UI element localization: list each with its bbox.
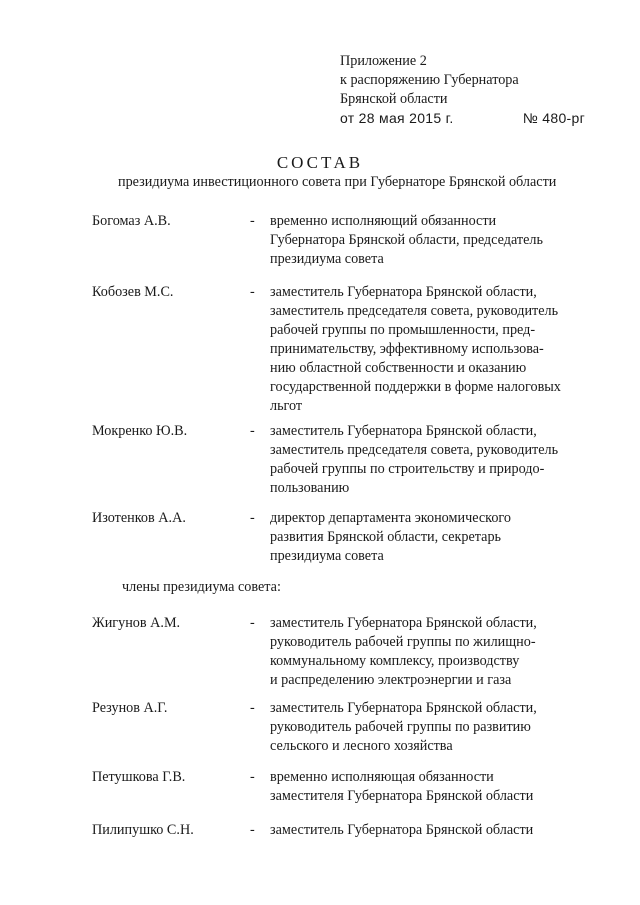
- member-role: [270, 821, 610, 840]
- role-line: государственной поддержки в форме налоговых: [270, 379, 561, 395]
- appendix-label: Приложение 2: [340, 53, 427, 69]
- role-line: заместитель Губернатора Брянской области,: [270, 615, 537, 631]
- role-line: развития Брянской области, секретарь: [270, 529, 502, 545]
- separator-dash: -: [250, 769, 255, 785]
- role-line: сельского и лесного хозяйства: [270, 738, 453, 754]
- role-line: коммунальному комплексу, производству: [270, 653, 520, 669]
- member-role: [270, 283, 610, 416]
- separator-dash: -: [250, 700, 255, 716]
- member-role: [270, 699, 610, 756]
- role-line: заместитель Губернатора Брянской области: [270, 822, 534, 838]
- member-role: [270, 509, 610, 566]
- role-line: Губернатора Брянской области, председатель: [270, 232, 543, 248]
- role-line: руководитель рабочей группы по жилищно-: [270, 634, 536, 650]
- appendix-order-ref: к распоряжению Губернатора: [340, 72, 519, 88]
- order-date: от 28 мая 2015 г.: [340, 110, 454, 126]
- appendix-region: Брянской области: [340, 91, 448, 107]
- member-role: [270, 614, 610, 690]
- role-line: временно исполняющий обязанности: [270, 213, 497, 229]
- role-line: заместитель председателя совета, руководитель: [270, 442, 559, 458]
- role-line: принимательству, эффективному использова-: [270, 341, 544, 357]
- member-role: [270, 212, 610, 269]
- appendix-date-row: [340, 109, 585, 128]
- role-line: директор департамента экономического: [270, 510, 511, 526]
- members-heading: члены президиума совета:: [122, 579, 281, 595]
- role-line: льгот: [270, 398, 303, 414]
- member-role: [270, 768, 610, 806]
- separator-dash: -: [250, 423, 255, 439]
- separator-dash: -: [250, 213, 255, 229]
- order-number: № 480-рг: [522, 110, 585, 126]
- role-line: рабочей группы по строительству и природо-: [270, 461, 545, 477]
- member-name: Мокренко Ю.В.: [92, 423, 188, 439]
- separator-dash: -: [250, 615, 255, 631]
- role-line: заместитель Губернатора Брянской области,: [270, 700, 537, 716]
- document-subtitle: президиума инвестиционного совета при Губернаторе Брянской области: [118, 174, 557, 190]
- role-line: президиума совета: [270, 548, 384, 564]
- role-line: заместитель Губернатора Брянской области,: [270, 423, 537, 439]
- role-line: пользованию: [270, 480, 350, 496]
- member-name: Петушкова Г.В.: [92, 769, 186, 785]
- role-line: временно исполняющая обязанности: [270, 769, 494, 785]
- member-name: Резунов А.Г.: [92, 700, 168, 716]
- separator-dash: -: [250, 822, 255, 838]
- appendix-block: [340, 52, 610, 128]
- member-name: Изотенков А.А.: [92, 510, 186, 526]
- member-name: Богомаз А.В.: [92, 213, 171, 229]
- separator-dash: -: [250, 284, 255, 300]
- role-line: заместителя Губернатора Брянской области: [270, 788, 534, 804]
- member-name: Пилипушко С.Н.: [92, 822, 194, 838]
- member-name: Кобозев М.С.: [92, 284, 174, 300]
- role-line: руководитель рабочей группы по развитию: [270, 719, 531, 735]
- role-line: заместитель председателя совета, руководитель: [270, 303, 559, 319]
- document-title: СОСТАВ: [276, 153, 364, 172]
- member-role: [270, 422, 610, 498]
- role-line: нию областной собственности и оказанию: [270, 360, 527, 376]
- separator-dash: -: [250, 510, 255, 526]
- member-name: Жигунов А.М.: [92, 615, 181, 631]
- role-line: рабочей группы по промышленности, пред-: [270, 322, 536, 338]
- role-line: президиума совета: [270, 251, 384, 267]
- role-line: заместитель Губернатора Брянской области,: [270, 284, 537, 300]
- role-line: и распределению электроэнергии и газа: [270, 672, 512, 688]
